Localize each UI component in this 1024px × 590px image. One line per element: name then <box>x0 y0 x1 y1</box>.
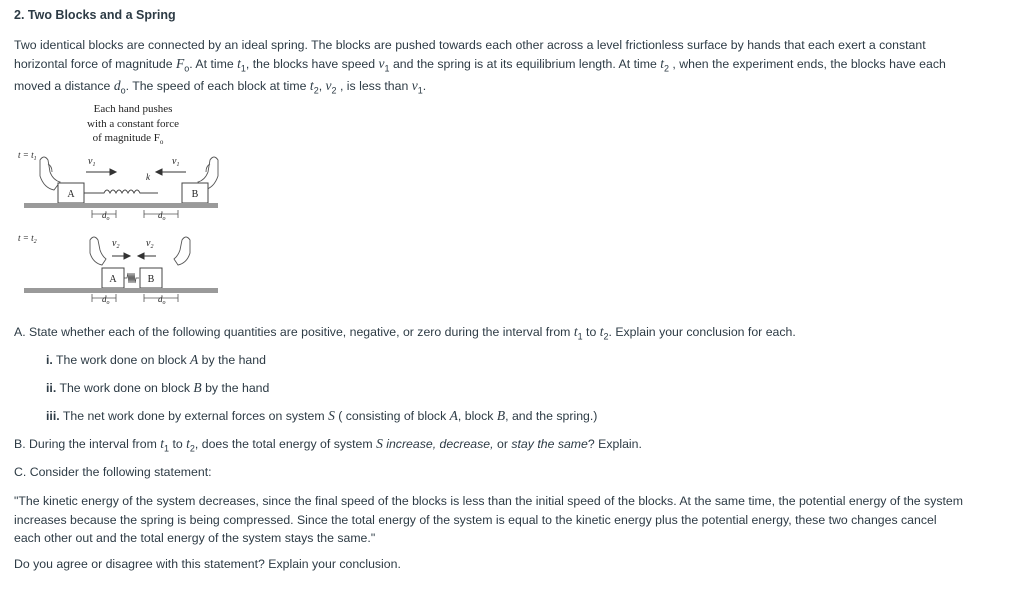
subscript: o <box>120 85 126 96</box>
symbol: v <box>325 78 332 94</box>
d-subscript: o <box>162 300 166 306</box>
symbol: t <box>573 324 578 339</box>
intro-text: and the spring is at its equilibrium length. At time <box>389 56 661 71</box>
question-text: to <box>169 437 187 451</box>
question-a <box>14 324 796 341</box>
question-option-stay: stay the same <box>511 437 588 451</box>
question-text: The work done on block <box>52 353 191 367</box>
d-text: d <box>158 210 163 220</box>
caption-text: of magnitude F <box>92 132 160 144</box>
t2-subscript: 2 <box>33 239 37 245</box>
symbol: S <box>376 436 383 451</box>
d-text: d <box>102 210 107 220</box>
d-subscript: o <box>162 216 166 222</box>
subscript: 1 <box>384 62 390 73</box>
question-options: increase, decrease, <box>386 437 494 451</box>
time-label-t1 <box>18 150 37 162</box>
problem-intro <box>14 36 974 100</box>
d-text: d <box>102 294 107 304</box>
v2-left-arrow <box>138 253 156 259</box>
block-b-label: B <box>191 189 199 200</box>
block-a-bottom-label: A <box>109 274 117 285</box>
symbol: t <box>309 78 314 94</box>
v1-right-arrow <box>86 169 116 175</box>
question-text: by the hand <box>198 353 266 367</box>
symbol: v <box>411 78 418 94</box>
v-text: v <box>146 238 151 249</box>
subscript: 1 <box>240 62 246 73</box>
question-text: The net work done by external forces on system <box>59 409 329 423</box>
v-text: v <box>112 238 117 249</box>
intro-text: , is less than <box>336 79 412 94</box>
subscript: 1 <box>164 443 170 454</box>
question-text: ( consisting of block <box>334 409 450 423</box>
right-hand-bottom-icon <box>174 237 190 265</box>
intro-text: , when the experiment ends, the blocks have each moved a distance <box>14 56 946 94</box>
intro-text: . At time <box>189 56 238 71</box>
v-subscript: 2 <box>116 244 120 250</box>
figure-caption-line1: Each hand pushes <box>93 103 173 115</box>
symbol: S <box>328 408 335 423</box>
question-text: , does the total energy of system <box>194 437 377 451</box>
question-a-ii <box>46 380 269 396</box>
final-prompt: Do you agree or disagree with this statement? Explain your conclusion. <box>14 557 401 571</box>
d-left-top-label <box>102 210 110 222</box>
t1-subscript: 1 <box>33 156 37 162</box>
symbol: F <box>176 55 185 71</box>
item-number: i. <box>46 353 53 367</box>
question-text: , block <box>457 409 497 423</box>
caption-subscript: o <box>159 138 164 146</box>
subscript: 2 <box>331 85 337 96</box>
symbol: A <box>190 352 199 367</box>
two-blocks-spring-diagram <box>18 98 228 308</box>
t1-text: t = t <box>18 150 34 160</box>
v1-left-arrow <box>156 169 186 175</box>
v-subscript: 1 <box>92 162 96 168</box>
subscript: 2 <box>663 62 669 73</box>
symbol: A <box>449 408 458 423</box>
left-hand-bottom-icon <box>90 237 106 265</box>
item-number: iii. <box>46 409 60 423</box>
symbol: B <box>193 380 202 395</box>
question-a-i <box>46 352 266 368</box>
t2-text: t = t <box>18 233 34 243</box>
subscript: 2 <box>189 443 195 454</box>
d-subscript: o <box>106 300 110 306</box>
question-text: A. State whether each of the following quantities are positive, negative, or zero during the interval from <box>14 325 574 339</box>
d-text: d <box>158 294 163 304</box>
question-a-iii <box>46 408 597 424</box>
item-number: ii. <box>46 381 57 395</box>
symbol: d <box>113 78 121 94</box>
d-right-top-label <box>158 210 166 222</box>
intro-text: . The speed of each block at time <box>125 79 310 94</box>
block-b-bottom-label: B <box>147 274 155 285</box>
question-text: by the hand <box>201 381 270 395</box>
spring-top <box>84 190 158 193</box>
problem-title: 2. Two Blocks and a Spring <box>14 8 176 22</box>
question-text: or <box>493 437 512 451</box>
question-b <box>14 436 642 453</box>
subscript: 2 <box>313 85 319 96</box>
surface-bottom <box>24 288 218 293</box>
figure-caption-line3 <box>93 132 164 146</box>
symbol: t <box>237 55 241 71</box>
spring-constant-label: k <box>146 172 150 182</box>
v2-right-label <box>146 238 153 250</box>
surface-top <box>24 203 218 208</box>
subscript: 1 <box>577 331 583 342</box>
student-statement: "The kinetic energy of the system decreases, since the final speed of the blocks is less than the initial speed of the blocks. At the same time, the potential energy of the system increases because the spring is being compressed. Since the total energy of the system is equal to the kinetic energy plus the potential energy, these two changes cancel each other out and the total energy of the system stays the same." <box>14 494 964 545</box>
block-a-label: A <box>67 189 75 200</box>
question-c: C. Consider the following statement: <box>14 465 212 479</box>
v-subscript: 2 <box>150 244 154 250</box>
v2-right-arrow <box>112 253 130 259</box>
v-text: v <box>88 156 93 167</box>
question-text: B. During the interval from <box>14 437 161 451</box>
v-text: v <box>172 156 177 167</box>
intro-text: Two identical blocks are connected by an ideal spring. The blocks are pushed towards each other across a level frictionless surface by hands that each exert a constant horizontal force of magnitude <box>14 38 926 71</box>
question-text: . Explain your conclusion for each. <box>608 325 796 339</box>
d-right-bottom-label <box>158 294 166 306</box>
left-hand-icon <box>40 157 60 190</box>
d-subscript: o <box>106 216 110 222</box>
intro-text: , the blocks have speed <box>245 56 379 71</box>
symbol: B <box>496 408 506 423</box>
spring-compressed <box>124 273 139 283</box>
d-left-bottom-label <box>102 294 110 306</box>
v2-left-label <box>112 238 119 250</box>
v1-left-label <box>88 156 95 168</box>
symbol: t <box>186 436 190 451</box>
intro-text: . <box>422 79 427 94</box>
subscript: o <box>184 62 190 73</box>
subscript: 1 <box>417 85 423 96</box>
symbol: t <box>160 436 165 451</box>
symbol: v <box>378 55 385 71</box>
question-text: to <box>582 325 600 339</box>
v1-right-label <box>172 156 179 168</box>
intro-text: , <box>318 79 326 94</box>
question-text: The work done on block <box>56 381 194 395</box>
figure-caption-line2: with a constant force <box>87 118 179 130</box>
time-label-t2 <box>18 233 37 245</box>
question-text: , and the spring.) <box>505 409 598 423</box>
symbol: t <box>660 55 664 71</box>
v-subscript: 1 <box>176 162 180 168</box>
question-text: ? Explain. <box>587 437 642 451</box>
subscript: 2 <box>603 331 609 342</box>
symbol: t <box>599 324 604 339</box>
